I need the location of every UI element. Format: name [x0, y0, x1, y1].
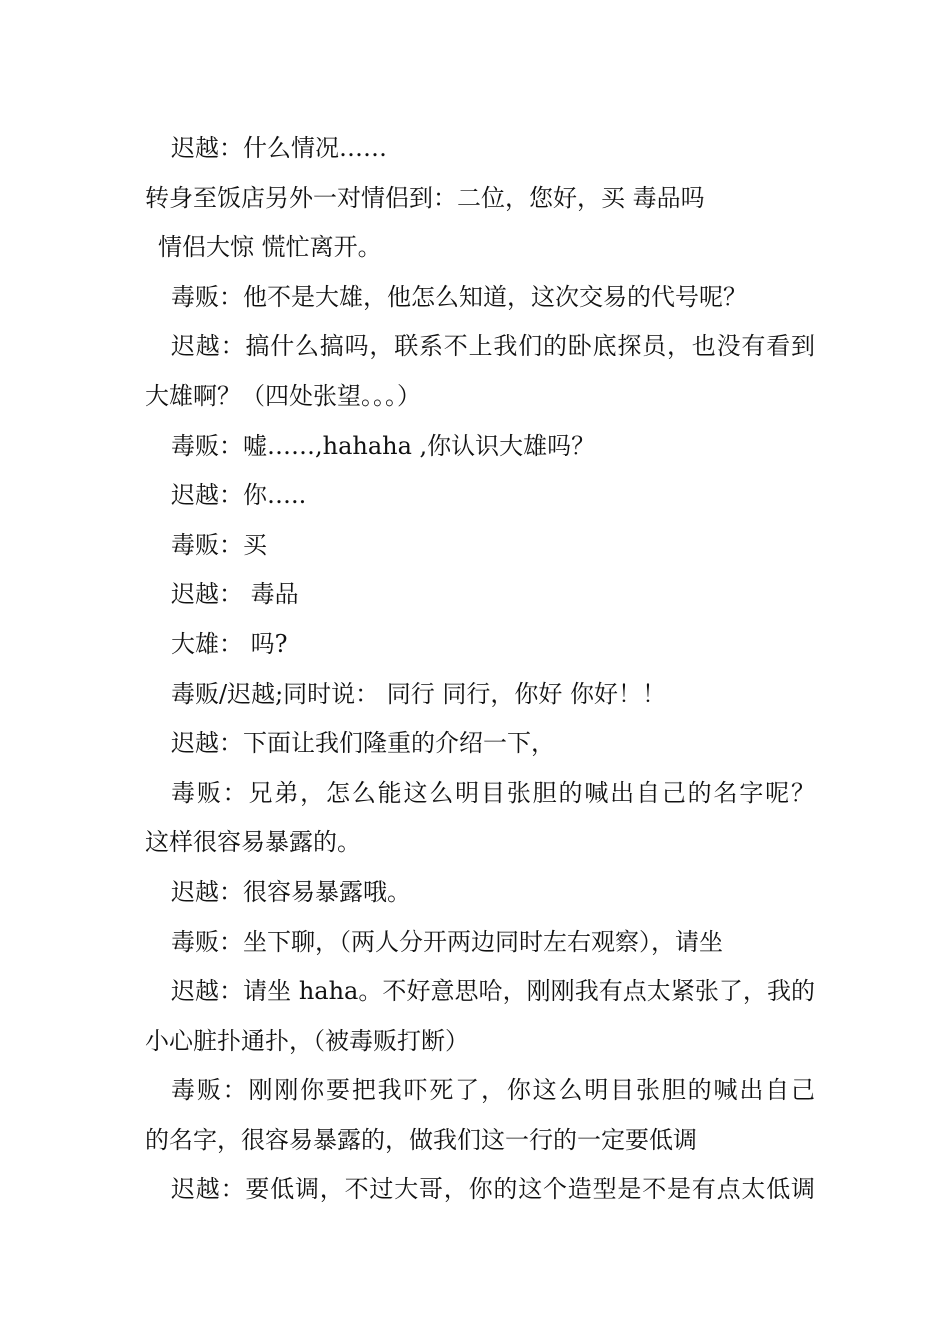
dialogue-line: 毒贩：买 — [171, 530, 267, 559]
dialogue-line: 迟越：请坐 haha。不好意思哈，刚刚我有点太紧张了，我的 — [171, 977, 815, 1006]
dialogue-line: 迟越：你….. — [171, 481, 307, 510]
dialogue-line: 迟越：要低调，不过大哥，你的这个造型是不是有点太低调 — [171, 1175, 815, 1204]
dialogue-line: 毒贩：他不是大雄，他怎么知道，这次交易的代号呢？ — [171, 282, 747, 311]
dialogue-line: 大雄： 吗? — [171, 629, 288, 658]
dialogue-line: 迟越：很容易暴露哦。 — [171, 877, 411, 906]
script-text — [145, 124, 815, 1215]
dialogue-continuation-line: 小心脏扑通扑，（被毒贩打断） — [145, 1026, 469, 1055]
dialogue-line: 迟越：搞什么搞吗，联系不上我们的卧底探员，也没有看到 — [171, 332, 815, 361]
dialogue-line: 毒贩：嘘……,hahaha ,你认识大雄吗？ — [171, 431, 596, 460]
dialogue-line: 毒贩/迟越;同时说： 同行 同行，你好 你好！！ — [171, 679, 667, 708]
dialogue-continuation-line: 大雄啊？（四处张望。。。） — [145, 381, 421, 410]
dialogue-line: 毒贩：坐下聊，（两人分开两边同时左右观察），请坐 — [171, 927, 723, 956]
dialogue-line: 毒贩：刚刚你要把我吓死了，你这么明目张胆的喊出自己 — [171, 1076, 815, 1105]
dialogue-line: 迟越：下面让我们隆重的介绍一下， — [171, 729, 555, 758]
dialogue-line: 迟越： 毒品 — [171, 580, 299, 609]
stage-direction-line: 情侣大惊 慌忙离开。 — [158, 233, 382, 262]
dialogue-line: 毒贩：兄弟，怎么能这么明目张胆的喊出自己的名字呢？ — [171, 778, 815, 807]
dialogue-line: 迟越：什么情况…… — [171, 134, 387, 162]
stage-direction-line: 转身至饭店另外一对情侣到：二位，您好，买 毒品吗 — [145, 183, 705, 212]
dialogue-continuation-line: 这样很容易暴露的。 — [145, 828, 361, 857]
dialogue-continuation-line: 的名字，很容易暴露的，做我们这一行的一定要低调 — [145, 1125, 697, 1154]
